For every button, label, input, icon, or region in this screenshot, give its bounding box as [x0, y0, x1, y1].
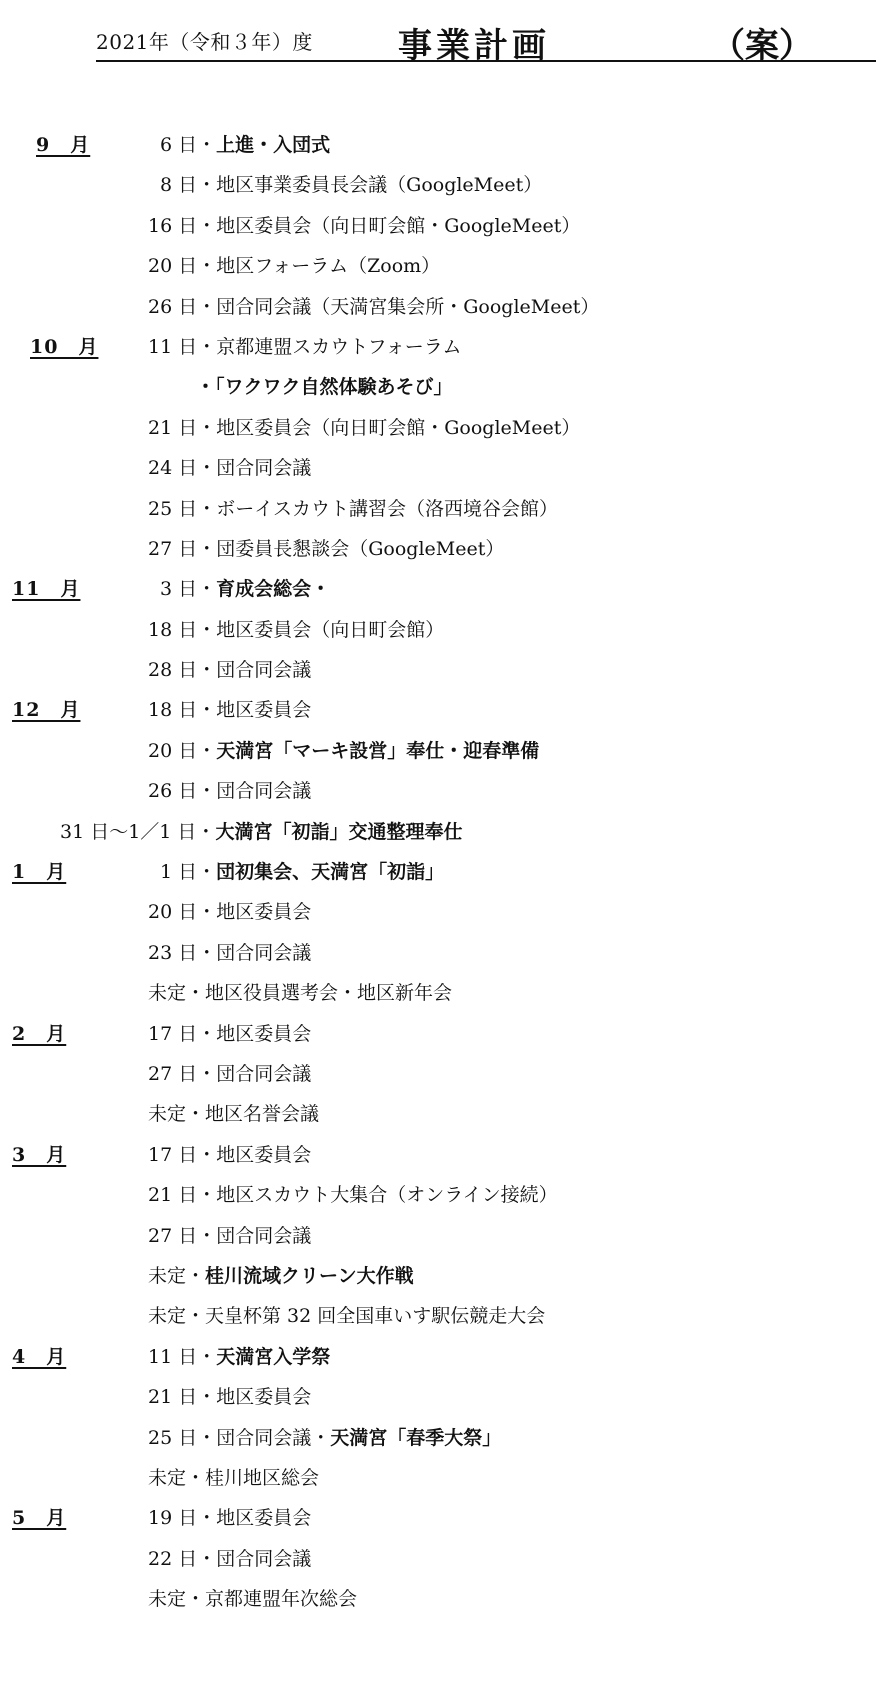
entry-text: 天皇杯第 32 回全国車いす駅伝競走大会 — [205, 1305, 546, 1328]
entry-date: 27 日・ — [148, 1062, 217, 1085]
schedule-entry — [148, 1377, 311, 1417]
schedule-entry — [148, 731, 539, 771]
entry-text: 地区名誉会議 — [205, 1103, 320, 1126]
schedule-entry — [148, 1579, 357, 1619]
entry-date: 11 日・ — [148, 335, 217, 358]
entry-date: 未定・ — [148, 1103, 206, 1126]
schedule-entry — [148, 1054, 311, 1094]
entry-date: 21 日・ — [148, 1184, 217, 1207]
entry-date: 未定・ — [148, 1588, 206, 1611]
entry-date: 22 日・ — [148, 1547, 217, 1570]
entry-text: 地区委員会（向日町会館） — [216, 618, 445, 641]
entry-date: 21 日・ — [148, 1386, 217, 1409]
schedule-row — [0, 1498, 890, 1538]
entry-date: 23 日・ — [148, 941, 217, 964]
schedule-entry — [160, 165, 542, 205]
entry-text: 団合同会議 — [216, 659, 312, 682]
schedule-row — [0, 1054, 890, 1094]
entry-text: 団合同会議 — [216, 1062, 312, 1085]
schedule-row — [0, 610, 890, 650]
entry-text: 地区委員会 — [216, 1022, 312, 1045]
schedule-entry — [148, 1135, 311, 1175]
entry-text: 団合同会議・ — [216, 1426, 331, 1449]
schedule-row — [0, 246, 890, 286]
schedule-row — [0, 448, 890, 488]
entry-text: 地区委員会 — [216, 1143, 312, 1166]
entry-date: 25 日・ — [148, 1426, 217, 1449]
schedule-entry — [160, 125, 330, 165]
schedule-entry — [148, 690, 311, 730]
schedule-entry — [60, 812, 462, 852]
entry-date: 26 日・ — [148, 780, 217, 803]
entry-text: ボーイスカウト講習会（洛西境谷会館） — [216, 497, 559, 520]
entry-date: 20 日・ — [148, 901, 217, 924]
entry-date: 18 日・ — [148, 618, 217, 641]
schedule-entry — [196, 367, 453, 407]
entry-date: 20 日・ — [148, 255, 217, 278]
entry-text: 上進・入団式 — [216, 134, 331, 156]
entry-text: 団合同会議 — [216, 1547, 312, 1570]
month-label: 9 月 — [36, 134, 91, 156]
month-label: 11 月 — [12, 578, 81, 601]
schedule-row — [0, 1135, 890, 1175]
schedule-entry — [148, 1539, 311, 1579]
schedule-row — [0, 408, 890, 448]
entry-text: 団合同会議 — [216, 1224, 312, 1247]
entry-text: 団初集会、天満宮「初詣」 — [216, 861, 445, 884]
schedule-row — [0, 1418, 890, 1458]
month-label: 2 月 — [12, 1022, 67, 1045]
entry-date: 25 日・ — [148, 497, 217, 520]
schedule-row — [0, 125, 890, 165]
entry-text: 京都連盟スカウトフォーラム — [216, 335, 462, 358]
entry-text: ・「ワクワク自然体験あそび」 — [196, 376, 453, 399]
schedule-entry — [148, 1296, 545, 1336]
schedule-row — [0, 327, 890, 367]
schedule-row — [0, 650, 890, 690]
entry-date: 26 日・ — [148, 295, 217, 318]
entry-date: 16 日・ — [148, 214, 217, 237]
schedule-row — [0, 1014, 890, 1054]
entry-text: 京都連盟年次総会 — [205, 1588, 358, 1611]
month-label: 10 月 — [30, 335, 99, 358]
schedule-row — [0, 1539, 890, 1579]
schedule-entry — [148, 1014, 311, 1054]
month-label: 1 月 — [12, 861, 67, 884]
entry-date: 20 日・ — [148, 739, 217, 762]
month-label: 12 月 — [12, 699, 81, 722]
entry-date: 1 日・ — [160, 861, 217, 884]
schedule-row — [0, 165, 890, 205]
schedule-row — [0, 1094, 890, 1134]
title-main: 事業計画 — [398, 26, 550, 66]
document-title — [96, 16, 876, 66]
schedule-row — [0, 1458, 890, 1498]
entry-text: 育成会総会・ — [216, 578, 331, 601]
schedule-list — [0, 125, 890, 1619]
schedule-entry — [148, 771, 311, 811]
schedule-entry — [148, 246, 440, 286]
entry-date: 3 日・ — [160, 578, 217, 601]
entry-date: 19 日・ — [148, 1507, 217, 1530]
schedule-entry — [148, 1175, 558, 1215]
entry-text: 地区委員会 — [216, 699, 312, 722]
schedule-entry — [148, 973, 452, 1013]
schedule-entry — [148, 327, 462, 367]
schedule-entry — [148, 933, 311, 973]
schedule-row — [0, 812, 890, 852]
schedule-row — [0, 529, 890, 569]
schedule-entry — [148, 1337, 330, 1377]
schedule-row — [0, 771, 890, 811]
schedule-entry — [148, 1256, 414, 1296]
schedule-row — [0, 569, 890, 609]
schedule-row — [0, 973, 890, 1013]
entry-text: 団合同会議 — [216, 780, 312, 803]
entry-date: 未定・ — [148, 1305, 206, 1328]
schedule-row — [0, 1377, 890, 1417]
entry-date: 6 日・ — [160, 134, 217, 156]
schedule-entry — [148, 892, 311, 932]
schedule-row — [0, 892, 890, 932]
entry-date: 8 日・ — [160, 174, 217, 197]
entry-date: 18 日・ — [148, 699, 217, 722]
schedule-row — [0, 731, 890, 771]
schedule-entry — [148, 650, 311, 690]
schedule-entry — [148, 408, 580, 448]
schedule-row — [0, 1579, 890, 1619]
schedule-row — [0, 690, 890, 730]
entry-text: 地区委員会 — [216, 1507, 312, 1530]
schedule-entry — [148, 1094, 319, 1134]
schedule-row — [0, 1296, 890, 1336]
schedule-row — [0, 206, 890, 246]
schedule-entry — [148, 206, 580, 246]
entry-date: 未定・ — [148, 982, 206, 1005]
entry-text-emphasis: 天満宮「春季大祭」 — [330, 1426, 502, 1449]
entry-date: 24 日・ — [148, 457, 217, 480]
schedule-entry — [148, 610, 444, 650]
entry-text: 団合同会議 — [216, 941, 312, 964]
month-label: 5 月 — [12, 1507, 67, 1530]
entry-text: 地区委員会（向日町会館・GoogleMeet） — [216, 416, 581, 439]
schedule-entry — [148, 1498, 311, 1538]
title-fiscal-year: 2021年（令和３年）度 — [96, 30, 313, 54]
entry-text: 地区役員選考会・地区新年会 — [205, 982, 453, 1005]
title-draft-marker: （案） — [711, 26, 813, 66]
entry-date: 28 日・ — [148, 659, 217, 682]
schedule-entry — [148, 1216, 311, 1256]
entry-text: 天満宮「マーキ設営」奉仕・迎春準備 — [216, 739, 540, 762]
schedule-entry — [148, 529, 504, 569]
schedule-row — [0, 852, 890, 892]
schedule-row — [0, 933, 890, 973]
entry-text: 団合同会議 — [216, 457, 312, 480]
schedule-row — [0, 287, 890, 327]
entry-date: 31 日～1／1 日・ — [60, 820, 216, 843]
schedule-entry — [160, 852, 444, 892]
schedule-row — [0, 1256, 890, 1296]
schedule-row — [0, 489, 890, 529]
entry-text: 地区事業委員長会議（GoogleMeet） — [216, 174, 543, 197]
entry-text: 団委員長懇談会（GoogleMeet） — [216, 537, 505, 560]
entry-date: 17 日・ — [148, 1143, 217, 1166]
schedule-row — [0, 1175, 890, 1215]
schedule-row — [0, 1216, 890, 1256]
entry-date: 17 日・ — [148, 1022, 217, 1045]
entry-text: 桂川流域クリーン大作戦 — [205, 1264, 414, 1287]
schedule-entry — [148, 1458, 319, 1498]
entry-date: 27 日・ — [148, 537, 217, 560]
schedule-entry — [160, 569, 330, 609]
schedule-entry — [148, 489, 558, 529]
entry-text: 桂川地区総会 — [205, 1466, 320, 1489]
entry-text: 地区スカウト大集合（オンライン接続） — [216, 1184, 558, 1207]
schedule-entry — [148, 1418, 501, 1458]
month-label: 4 月 — [12, 1345, 67, 1368]
entry-date: 未定・ — [148, 1264, 206, 1287]
schedule-entry — [148, 448, 311, 488]
schedule-row — [0, 1337, 890, 1377]
entry-date: 27 日・ — [148, 1224, 217, 1247]
month-label: 3 月 — [12, 1143, 67, 1166]
entry-text: 団合同会議（天満宮集会所・GoogleMeet） — [216, 295, 600, 318]
schedule-row — [0, 367, 890, 407]
entry-text: 天満宮入学祭 — [216, 1345, 331, 1368]
entry-text: 地区委員会 — [216, 1386, 312, 1409]
entry-text: 大満宮「初詣」交通整理奉仕 — [215, 820, 463, 843]
entry-date: 21 日・ — [148, 416, 217, 439]
schedule-entry — [148, 287, 599, 327]
entry-text: 地区委員会 — [216, 901, 312, 924]
entry-date: 未定・ — [148, 1466, 206, 1489]
entry-date: 11 日・ — [148, 1345, 217, 1368]
entry-text: 地区フォーラム（Zoom） — [216, 255, 441, 278]
entry-text: 地区委員会（向日町会館・GoogleMeet） — [216, 214, 581, 237]
